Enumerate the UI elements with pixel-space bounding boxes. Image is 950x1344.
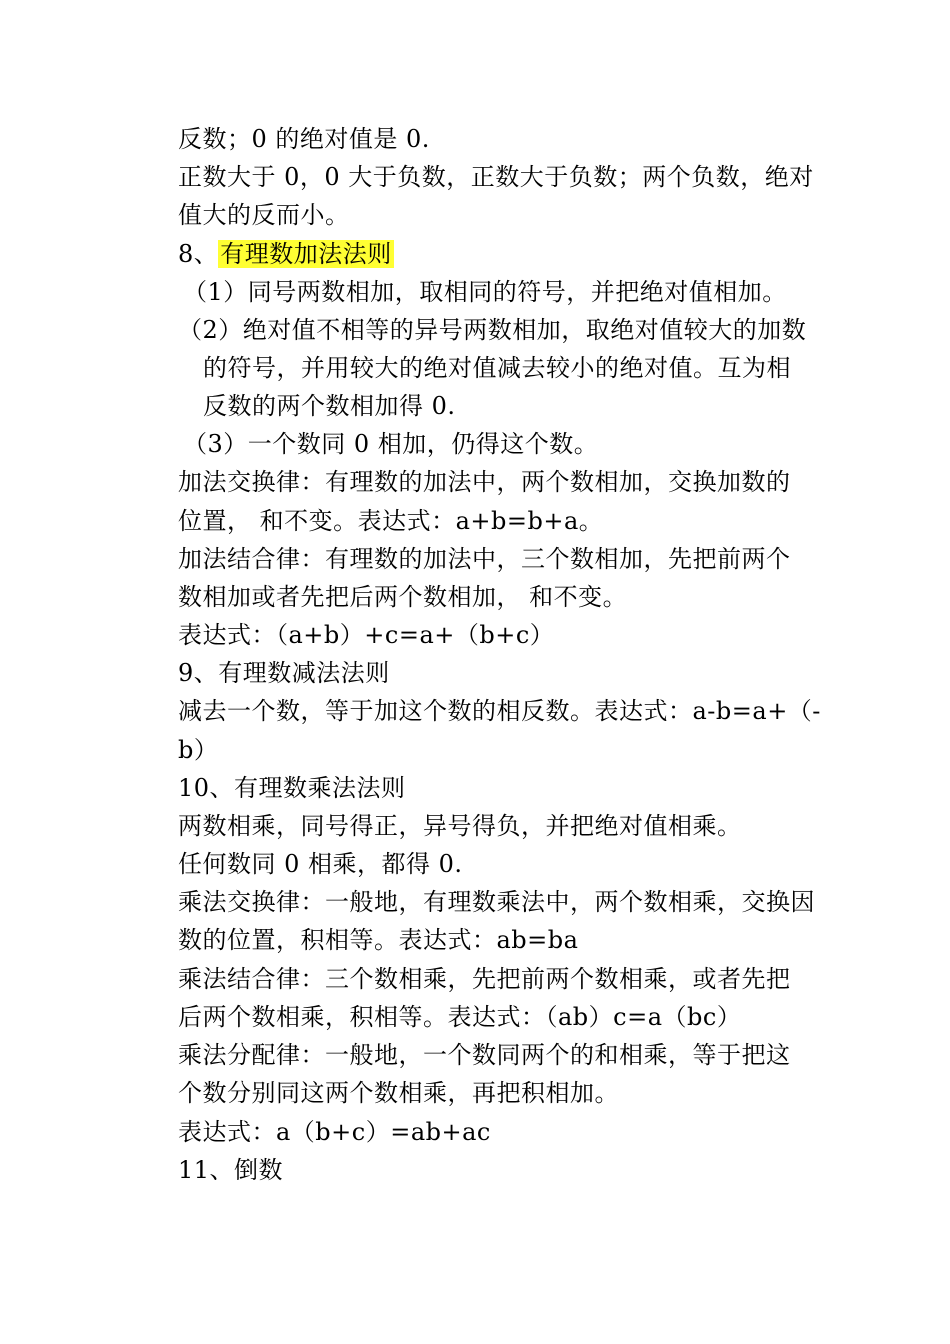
text-line: 数相加或者先把后两个数相加， 和不变。 <box>178 583 628 611</box>
text-line: 乘法结合律：三个数相乘，先把前两个数相乘，或者先把 <box>178 965 791 993</box>
text-line: （3）一个数同 0 相加，仍得这个数。 <box>183 430 599 458</box>
section-heading <box>178 239 394 269</box>
text-line: 乘法交换律：一般地，有理数乘法中，两个数相乘，交换因 <box>178 888 815 916</box>
text-line: 减去一个数，等于加这个数的相反数。表达式：a-b=a+（- <box>178 697 821 725</box>
section-heading: 9、有理数减法法则 <box>178 659 390 687</box>
section-heading: 10、有理数乘法法则 <box>178 774 406 802</box>
section-heading: 11、倒数 <box>178 1156 284 1184</box>
text-line: 表达式：a（b+c）=ab+ac <box>178 1118 491 1146</box>
text-line: 加法交换律：有理数的加法中，两个数相加，交换加数的 <box>178 468 791 496</box>
text-line: 反数；0 的绝对值是 0. <box>178 125 430 153</box>
section-number: 8、 <box>178 240 219 268</box>
text-line: 加法结合律：有理数的加法中，三个数相加，先把前两个 <box>178 545 791 573</box>
text-line: 个数分别同这两个数相乘，再把积相加。 <box>178 1079 619 1107</box>
text-line: b） <box>178 736 219 764</box>
text-line: 两数相乘，同号得正，异号得负，并把绝对值相乘。 <box>178 812 742 840</box>
text-line: （1）同号两数相加，取相同的符号，并把绝对值相加。 <box>183 278 787 306</box>
text-line: 表达式：（a+b）+c=a+（b+c） <box>178 621 555 649</box>
text-line: 位置， 和不变。表达式：a+b=b+a。 <box>178 507 604 535</box>
text-line: 数的位置，积相等。表达式：ab=ba <box>178 926 579 954</box>
text-line: 的符号，并用较大的绝对值减去较小的绝对值。互为相 <box>203 354 791 382</box>
text-line: （2）绝对值不相等的异号两数相加，取绝对值较大的加数 <box>178 316 807 344</box>
text-line: 后两个数相乘，积相等。表达式：（ab）c=a（bc） <box>178 1003 742 1031</box>
text-line: 任何数同 0 相乘，都得 0. <box>178 850 463 878</box>
text-line: 乘法分配律：一般地，一个数同两个的和相乘，等于把这 <box>178 1041 791 1069</box>
text-line: 正数大于 0，0 大于负数，正数大于负数；两个负数，绝对 <box>178 163 814 191</box>
text-line: 反数的两个数相加得 0. <box>203 392 456 420</box>
highlighted-heading: 有理数加法法则 <box>220 240 392 268</box>
text-line: 值大的反而小。 <box>178 201 350 229</box>
